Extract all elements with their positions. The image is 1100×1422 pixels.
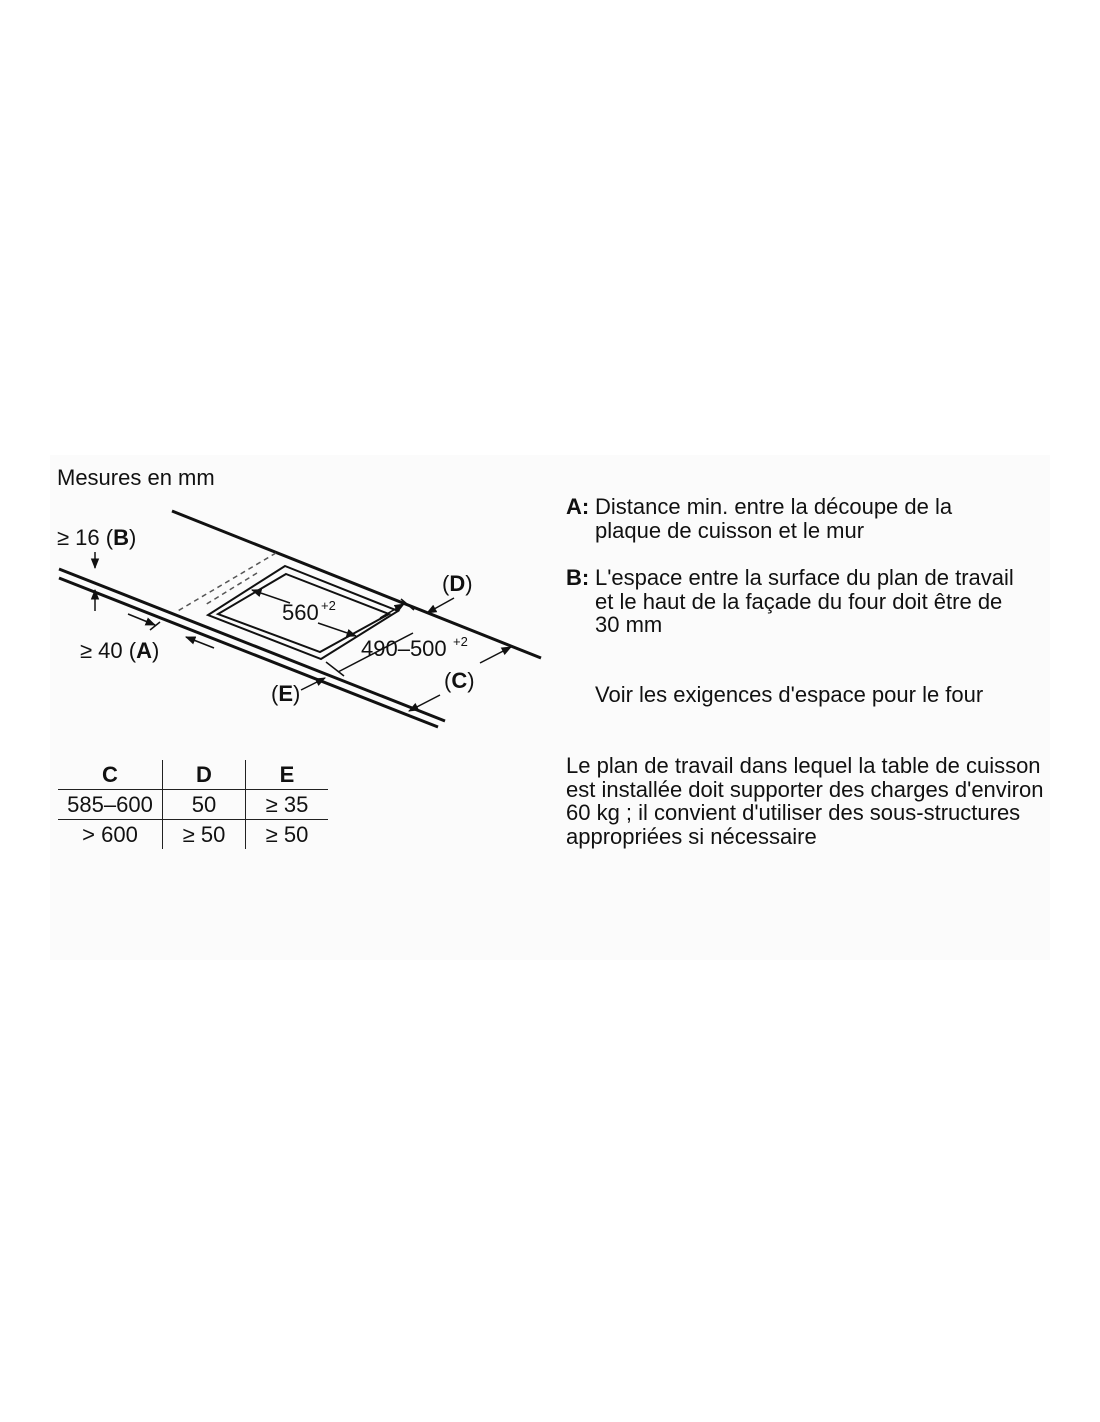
legend-a-key: A: bbox=[566, 494, 590, 519]
c-arrow-top bbox=[480, 647, 511, 663]
cutout-width-tolerance: +2 bbox=[321, 598, 336, 613]
c-arrow-bottom bbox=[409, 695, 440, 711]
legend-b-text: L'espace entre la surface du plan de travail et le haut de la façade du four doit être de 30 mm bbox=[595, 565, 1014, 637]
table-row bbox=[58, 820, 328, 850]
label-d: (D) bbox=[442, 571, 473, 596]
d-arrow bbox=[427, 598, 454, 613]
e-arrow bbox=[301, 678, 325, 690]
table-cell: > 600 bbox=[82, 822, 138, 847]
label-a: ≥ 40 (A) bbox=[80, 638, 160, 663]
measures-heading: Mesures en mm bbox=[57, 465, 215, 490]
cutout-width-label: 560 bbox=[282, 600, 319, 625]
legend-a-text: Distance min. entre la découpe de la plaque de cuisson et le mur bbox=[595, 494, 953, 543]
table-cell: 50 bbox=[163, 790, 246, 820]
legend-b-key: B: bbox=[566, 565, 590, 590]
table-header-d: D bbox=[163, 760, 246, 790]
dimensions-table bbox=[58, 760, 328, 849]
legend-a bbox=[566, 495, 1015, 542]
cutout-depth-tolerance: +2 bbox=[453, 634, 468, 649]
width-arrow-right bbox=[318, 623, 356, 636]
table-header-e: E bbox=[246, 760, 329, 790]
label-c: (C) bbox=[444, 668, 475, 693]
label-b: ≥ 16 (B) bbox=[57, 525, 137, 550]
table-row bbox=[58, 790, 328, 820]
cutout-depth-label: 490–500 bbox=[361, 636, 447, 661]
table-header-c: C bbox=[58, 760, 163, 790]
table-cell: ≥ 50 bbox=[163, 820, 246, 850]
load-note: Le plan de travail dans lequel la table de cuisson est installée doit supporter des charges d'environ 60 kg ; il convient d'utiliser des sous-structures appropriées si nécessaire bbox=[566, 753, 1044, 849]
table-cell: 585–600 bbox=[58, 790, 163, 820]
table-cell: ≥ 50 bbox=[246, 820, 329, 850]
legend-b bbox=[566, 566, 1015, 637]
table-cell: ≥ 35 bbox=[246, 790, 329, 820]
label-e: (E) bbox=[271, 681, 301, 706]
oven-note: Voir les exigences d'espace pour le four bbox=[595, 682, 984, 707]
